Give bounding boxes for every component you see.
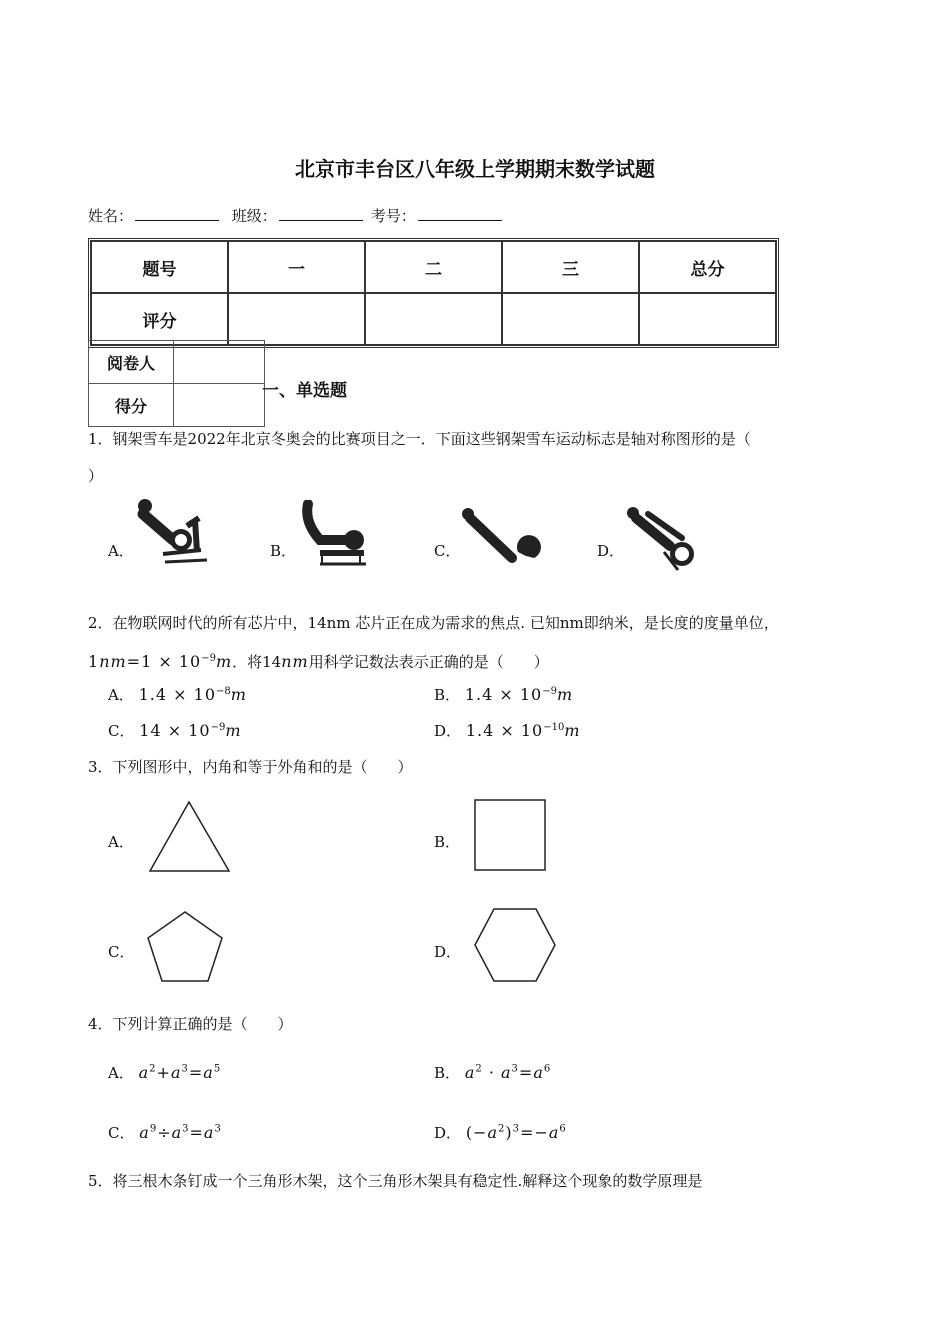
q2-mid: ．将14: [232, 653, 282, 671]
score-header: 一: [228, 241, 365, 293]
q2-option-d-exp: −10: [543, 722, 565, 733]
q2-unit-nm: nm: [99, 652, 127, 671]
q2-option-c-label: C．: [108, 722, 135, 740]
skeleton-icon-d: [624, 504, 698, 574]
q4-option-d-formula: $(-a^2)^3=-a^6$: [465, 1123, 567, 1142]
q2-option-c-unit: m: [225, 721, 242, 740]
q3-option-d[interactable]: D．: [434, 943, 462, 961]
q2-option-c-exp: −9: [210, 722, 226, 733]
name-label: 姓名：: [88, 207, 134, 225]
class-blank[interactable]: [279, 206, 363, 221]
q3-option-b[interactable]: B．: [434, 833, 461, 851]
question-4-text: 4．下列计算正确的是（ ）: [88, 1015, 293, 1033]
q2-option-d-base: 1.4 × 10: [465, 721, 544, 740]
q2-option-c-base: 14 × 10: [139, 721, 211, 740]
q2-option-b-label: B．: [434, 686, 461, 704]
name-blank[interactable]: [135, 206, 219, 221]
skeleton-icon-c: [460, 506, 542, 568]
skeleton-icon-a: [135, 496, 210, 574]
q2-option-b-exp: −9: [542, 686, 557, 697]
score-header: 总分: [639, 241, 776, 293]
q3-option-c[interactable]: C．: [108, 943, 135, 961]
question-3-text: 3．下列图形中，内角和等于外角和的是（ ）: [88, 758, 413, 776]
q4-option-a-formula: $a^2+a^3=a^5$: [138, 1063, 222, 1082]
q4-option-b[interactable]: [434, 1062, 551, 1083]
question-2-line2: [88, 648, 549, 673]
student-info: [88, 205, 510, 226]
page-title: 北京市丰台区八年级上学期期末数学试题: [295, 157, 655, 181]
q4-option-c[interactable]: [108, 1122, 222, 1143]
question-2-text: 2．在物联网时代的所有芯片中，14nm 芯片正在成为需求的焦点. 已知nm即纳米，是长度的度量单位，: [88, 614, 779, 632]
reviewer-score-cell[interactable]: [174, 384, 265, 427]
square-shape: [473, 798, 548, 873]
score-cell[interactable]: [639, 293, 776, 345]
q2-option-b[interactable]: [434, 684, 573, 705]
q4-option-d-label: D．: [434, 1124, 462, 1142]
score-table: [88, 238, 779, 348]
section-heading: 一、单选题: [262, 381, 347, 401]
q4-option-d[interactable]: [434, 1122, 567, 1143]
score-header: 二: [365, 241, 502, 293]
score-header: 三: [502, 241, 639, 293]
q2-option-d-label: D．: [434, 722, 462, 740]
q2-option-d[interactable]: [434, 720, 580, 741]
q1-option-b[interactable]: B．: [270, 542, 297, 560]
q2-option-a-base: 1.4 × 10: [138, 685, 217, 704]
q1-option-a[interactable]: A．: [108, 542, 134, 560]
reviewer-label: 阅卷人: [89, 341, 174, 384]
question-1-text: 1．钢架雪车是2022年北京冬奥会的比赛项目之一．下面这些钢架雪车运动标志是轴对称图形的是（: [88, 430, 751, 448]
exam-no-blank[interactable]: [418, 206, 502, 221]
score-row-label: 评分: [91, 293, 228, 345]
score-header: 题号: [91, 241, 228, 293]
q2-eq: =1 × 10: [126, 652, 202, 671]
q1-option-c[interactable]: C．: [434, 542, 461, 560]
q2-option-d-unit: m: [564, 721, 581, 740]
q4-option-b-formula: $a^2 \cdot a^3=a^6$: [464, 1063, 552, 1082]
q2-num: 1: [88, 652, 100, 671]
reviewer-table: [88, 340, 265, 427]
question-5-text: 5．将三根木条钉成一个三角形木架，这个三角形木架具有稳定性.解释这个现象的数学原理是: [88, 1172, 703, 1190]
q4-option-a[interactable]: [108, 1062, 221, 1083]
score-cell[interactable]: [502, 293, 639, 345]
q2-option-b-base: 1.4 × 10: [464, 685, 543, 704]
exam-no-label: 考号：: [370, 207, 416, 225]
q2-ask: 用科学记数法表示正确的是（ ）: [308, 653, 549, 671]
q2-option-c[interactable]: [108, 720, 241, 741]
q2-option-a-unit: m: [230, 685, 247, 704]
q4-option-c-formula: $a^9\div a^3=a^3$: [139, 1123, 222, 1142]
q2-unit-nm2: nm: [281, 652, 309, 671]
q4-option-b-label: B．: [434, 1064, 461, 1082]
q2-option-a[interactable]: [108, 684, 247, 705]
class-label: 班级：: [231, 207, 277, 225]
q3-option-a[interactable]: A．: [108, 833, 134, 851]
q4-option-a-label: A．: [108, 1064, 134, 1082]
reviewer-cell[interactable]: [174, 341, 265, 384]
q2-exp: −9: [201, 653, 216, 664]
hexagon-shape: [473, 907, 557, 983]
skeleton-icon-b: [298, 500, 370, 572]
score-cell[interactable]: [365, 293, 502, 345]
q2-option-b-unit: m: [556, 685, 574, 704]
question-1-text-end: ）: [88, 467, 104, 485]
q2-option-a-exp: −8: [216, 686, 231, 697]
reviewer-score-label: 得分: [89, 384, 174, 427]
q2-option-a-label: A．: [108, 686, 134, 704]
pentagon-shape: [146, 910, 224, 984]
q4-option-c-label: C．: [108, 1124, 135, 1142]
score-cell[interactable]: [228, 293, 365, 345]
q1-option-d[interactable]: D．: [597, 542, 625, 560]
q2-unit-m: m: [215, 652, 233, 671]
triangle-shape: [148, 800, 232, 874]
